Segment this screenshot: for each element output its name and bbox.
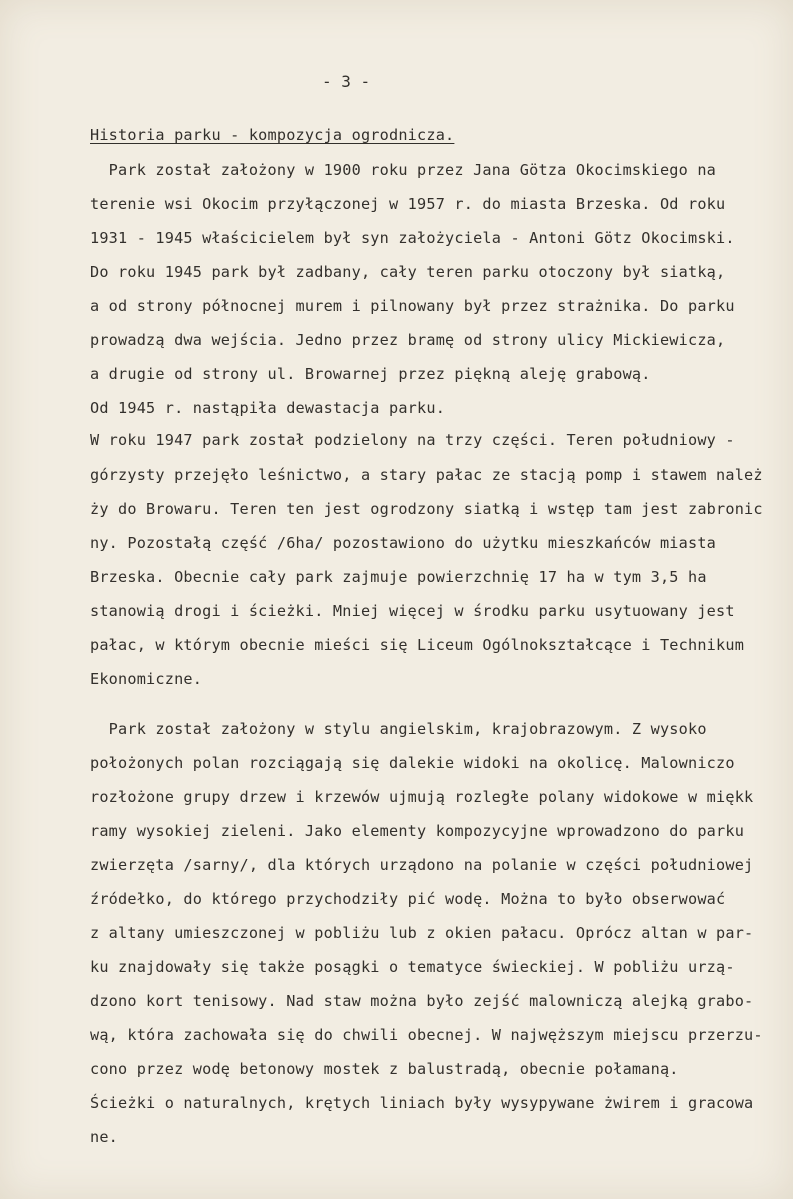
text-line: rozłożone grupy drzew i krzewów ujmują rozległe polany widokowe w miękk bbox=[90, 788, 754, 806]
text-line: Brzeska. Obecnie cały park zajmuje powierzchnię 17 ha w tym 3,5 ha bbox=[90, 568, 707, 586]
section-heading: Historia parku - kompozycja ogrodnicza. bbox=[90, 126, 455, 144]
text-line: Do roku 1945 park był zadbany, cały teren parku otoczony był siatką, bbox=[90, 263, 726, 281]
text-line: pałac, w którym obecnie mieści się Liceum Ogólnokształcące i Technikum bbox=[90, 636, 745, 654]
text-line: Park został założony w 1900 roku przez Jana Götza Okocimskiego na bbox=[90, 161, 717, 179]
text-line: położonych polan rozciągają się dalekie widoki na okolicę. Malowniczo bbox=[90, 754, 735, 772]
text-line: wą, która zachowała się do chwili obecnej. W najwęższym miejscu przerzu- bbox=[90, 1026, 763, 1044]
text-line: Ścieżki o naturalnych, krętych liniach były wysypywane żwirem i gracowa bbox=[90, 1094, 754, 1112]
page-number: - 3 - bbox=[322, 72, 371, 91]
text-line: Od 1945 r. nastąpiła dewastacja parku. bbox=[90, 399, 446, 417]
text-line: ży do Browaru. Teren ten jest ogrodzony siatką i wstęp tam jest zabronic bbox=[90, 500, 763, 518]
text-line: górzysty przejęło leśnictwo, a stary pałac ze stacją pomp i stawem należ bbox=[90, 466, 763, 484]
text-line: Park został założony w stylu angielskim, krajobrazowym. Z wysoko bbox=[90, 720, 707, 738]
text-line: zwierzęta /sarny/, dla których urządono na polanie w części południowej bbox=[90, 856, 754, 874]
text-line: prowadzą dwa wejścia. Jedno przez bramę od strony ulicy Mickiewicza, bbox=[90, 331, 726, 349]
text-line: stanowią drogi i ścieżki. Mniej więcej w środku parku usytuowany jest bbox=[90, 602, 735, 620]
text-line: źródełko, do którego przychodziły pić wodę. Można to było obserwować bbox=[90, 890, 726, 908]
text-line: W roku 1947 park został podzielony na trzy części. Teren południowy - bbox=[90, 431, 735, 449]
text-line: ne. bbox=[90, 1128, 119, 1146]
text-line: a od strony północnej murem i pilnowany był przez strażnika. Do parku bbox=[90, 297, 735, 315]
text-line: ny. Pozostałą część /6ha/ pozostawiono do użytku mieszkańców miasta bbox=[90, 534, 717, 552]
text-line: ramy wysokiej zieleni. Jako elementy kompozycyjne wprowadzono do parku bbox=[90, 822, 745, 840]
text-line: 1931 - 1945 właścicielem był syn założyciela - Antoni Götz Okocimski. bbox=[90, 229, 735, 247]
text-line: cono przez wodę betonowy mostek z balustradą, obecnie połamaną. bbox=[90, 1060, 679, 1078]
text-line: ku znajdowały się także posągki o tematyce świeckiej. W pobliżu urzą- bbox=[90, 958, 735, 976]
text-line: terenie wsi Okocim przyłączonej w 1957 r. do miasta Brzeska. Od roku bbox=[90, 195, 726, 213]
text-line: a drugie od strony ul. Browarnej przez piękną aleję grabową. bbox=[90, 365, 651, 383]
text-line: dzono kort tenisowy. Nad staw można było zejść malowniczą alejką grabo- bbox=[90, 992, 754, 1010]
text-line: Ekonomiczne. bbox=[90, 670, 203, 688]
text-line: z altany umieszczonej w pobliżu lub z okien pałacu. Oprócz altan w par- bbox=[90, 924, 754, 942]
